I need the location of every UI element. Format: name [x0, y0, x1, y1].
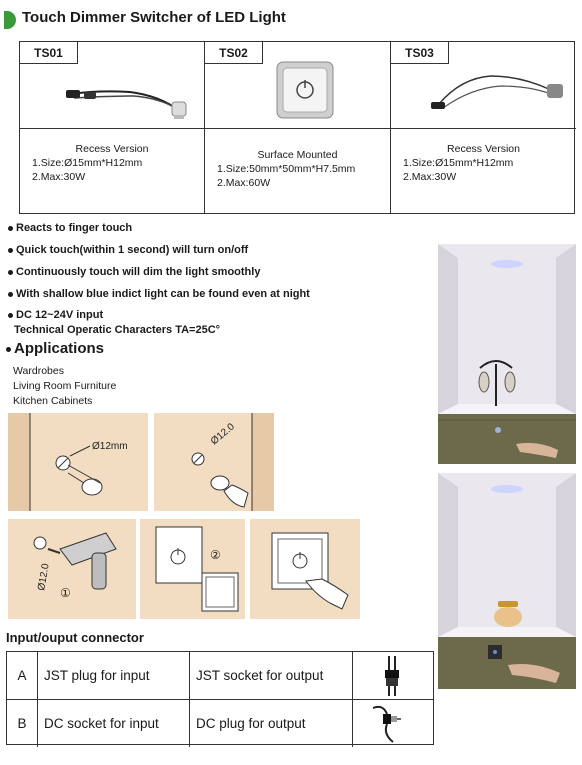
install-diagram-4 [140, 519, 245, 619]
io-connector-title: Input/ouput connector [6, 630, 144, 645]
ts03-cable-image [421, 58, 571, 124]
cabinet-photo [438, 473, 576, 689]
cell-divider [391, 128, 576, 129]
product-max: 2.Max:30W [32, 171, 86, 183]
title-leaf-icon [4, 11, 16, 29]
table-row [7, 699, 433, 747]
tech-note: Technical Operatic Characters TA=25C° [14, 324, 221, 336]
feature-item: Quick touch(within 1 second) will turn on/off [8, 244, 248, 256]
product-code: TS01 [20, 42, 78, 64]
step-marker: ② [210, 548, 221, 562]
ts01-cable-image [60, 62, 190, 122]
product-code: TS03 [391, 42, 449, 64]
application-item: Wardrobes [13, 365, 64, 377]
niche-scene-2 [438, 473, 576, 689]
hole-label: Ø12.0 [36, 562, 52, 592]
jst-connector-icon [353, 652, 433, 698]
dc-connector-image [353, 700, 433, 747]
product-size: 1.Size:Ø15mm*H12mm [32, 157, 143, 169]
dc-connector-icon [353, 700, 433, 746]
applications-heading: Applications [6, 340, 104, 357]
output-cell: JST socket for output [190, 652, 353, 699]
feature-item: With shallow blue indict light can be found even at night [8, 288, 310, 300]
product-spec [205, 148, 390, 190]
jst-connector-image [353, 652, 433, 699]
install-diagram-3 [8, 519, 136, 619]
row-key: A [7, 652, 38, 699]
page-title: Touch Dimmer Switcher of LED Light [22, 9, 286, 26]
product-max: 2.Max:60W [217, 177, 271, 189]
product-max: 2.Max:30W [403, 171, 457, 183]
cell-divider [20, 128, 204, 129]
feature-item: DC 12~24V input [8, 309, 103, 321]
product-type: Recess Version [447, 143, 520, 155]
row-key: B [7, 700, 38, 747]
wardrobe-photo [438, 244, 576, 464]
output-cell: DC plug for output [190, 700, 353, 747]
io-connector-table [6, 651, 434, 745]
cell-divider [205, 128, 390, 129]
step-marker: ① [60, 586, 71, 600]
application-item: Kitchen Cabinets [13, 395, 93, 407]
product-cell-ts03 [391, 42, 576, 213]
product-size: 1.Size:50mm*50mm*H7.5mm [217, 163, 356, 175]
install-diagram-1 [8, 413, 148, 511]
hole-label: Ø12mm [92, 441, 128, 452]
table-row [7, 652, 433, 699]
install-diagram-2 [154, 413, 274, 511]
product-spec [20, 142, 204, 184]
product-cell-ts01 [20, 42, 205, 213]
hole-label: Ø12.0 [208, 421, 237, 448]
application-item: Living Room Furniture [13, 380, 117, 392]
product-size: 1.Size:Ø15mm*H12mm [403, 157, 514, 169]
feature-item: Continuously touch will dim the light smoothly [8, 266, 260, 278]
feature-item: Reacts to finger touch [8, 222, 132, 234]
product-type: Recess Version [75, 143, 149, 155]
product-type: Surface Mounted [257, 149, 338, 161]
product-cell-ts02 [205, 42, 391, 213]
input-cell: DC socket for input [38, 700, 190, 747]
niche-scene-1 [438, 244, 576, 464]
product-table [19, 41, 575, 214]
install-diagram-5 [250, 519, 360, 619]
product-spec [391, 142, 576, 184]
input-cell: JST plug for input [38, 652, 190, 699]
ts02-panel-image [267, 54, 341, 124]
product-code: TS02 [205, 42, 263, 64]
